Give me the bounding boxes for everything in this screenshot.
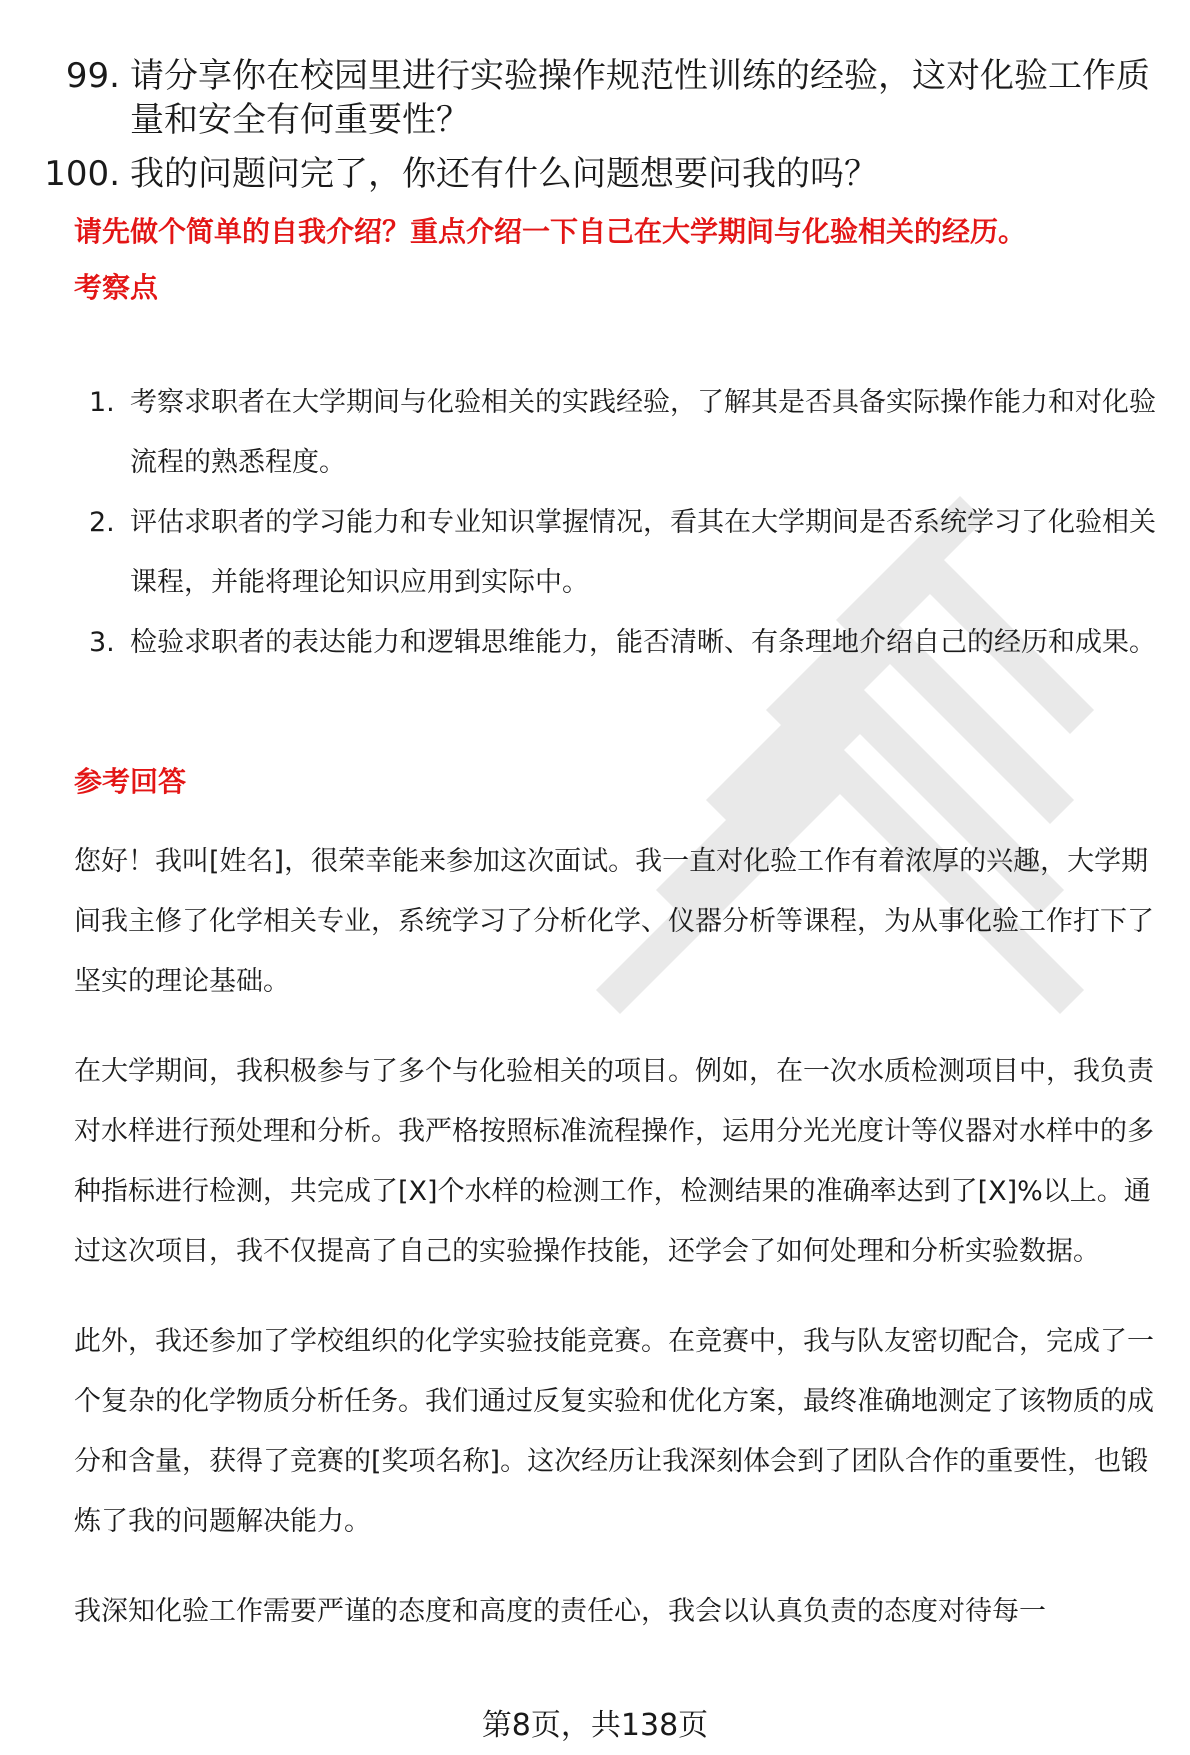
question-text: 我的问题问完了，你还有什么问题想要问我的吗？: [130, 154, 878, 194]
section-question-title: 请先做个简单的自我介绍？重点介绍一下自己在大学期间与化验相关的经历。: [74, 215, 1027, 248]
points-list: [74, 373, 1164, 673]
question-100: [0, 152, 1190, 196]
point-text: 检验求职者的表达能力和逻辑思维能力，能否清晰、有条理地介绍自己的经历和成果。: [130, 627, 1156, 658]
points-heading: 考察点: [74, 271, 159, 304]
page-footer: 第8页，共138页: [481, 1708, 709, 1743]
point-text: 考察求职者在大学期间与化验相关的实践经验，了解其是否具备实际操作能力和对化验流程的熟悉程度。: [130, 387, 1156, 478]
point-item: [74, 613, 1164, 673]
question-number: 100.: [44, 154, 120, 194]
answer-paragraph: 此外，我还参加了学校组织的化学实验技能竞赛。在竞赛中，我与队友密切配合，完成了一个复杂的化学物质分析任务。我们通过反复实验和优化方案，最终准确地测定了该物质的成分和含量，获得了竞赛的[奖项名称]。这次经历让我深刻体会到了团队合作的重要性，也锻炼了我的问题解决能力。: [74, 1326, 1154, 1537]
answer-heading: 参考回答: [74, 765, 187, 798]
point-number: 2.: [89, 507, 115, 538]
answer-paragraph: 我深知化验工作需要严谨的态度和高度的责任心，我会以认真负责的态度对待每一: [74, 1596, 1046, 1627]
answer-paragraph: 您好！我叫[姓名]，很荣幸能来参加这次面试。我一直对化验工作有着浓厚的兴趣，大学期间我主修了化学相关专业，系统学习了分析化学、仪器分析等课程，为从事化验工作打下了坚实的理论基础。: [74, 846, 1154, 997]
point-item: [74, 493, 1164, 613]
answer-body: [74, 832, 1164, 1672]
point-item: [74, 373, 1164, 493]
answer-paragraph: 在大学期间，我积极参与了多个与化验相关的项目。例如，在一次水质检测项目中，我负责对水样进行预处理和分析。我严格按照标准流程操作，运用分光光度计等仪器对水样中的多种指标进行检测，共完成了[X]个水样的检测工作，检测结果的准确率达到了[X]%以上。通过这次项目，我不仅提高了自己的实验操作技能，还学会了如何处理和分析实验数据。: [74, 1056, 1154, 1267]
question-99: [0, 54, 1190, 142]
question-text: 请分享你在校园里进行实验操作规范性训练的经验，这对化验工作质量和安全有何重要性？: [130, 56, 1150, 140]
question-list: [0, 54, 1190, 206]
point-text: 评估求职者的学习能力和专业知识掌握情况，看其在大学期间是否系统学习了化验相关课程，并能将理论知识应用到实际中。: [130, 507, 1156, 598]
question-number: 99.: [65, 56, 120, 96]
point-number: 1.: [89, 387, 115, 418]
point-number: 3.: [89, 627, 115, 658]
